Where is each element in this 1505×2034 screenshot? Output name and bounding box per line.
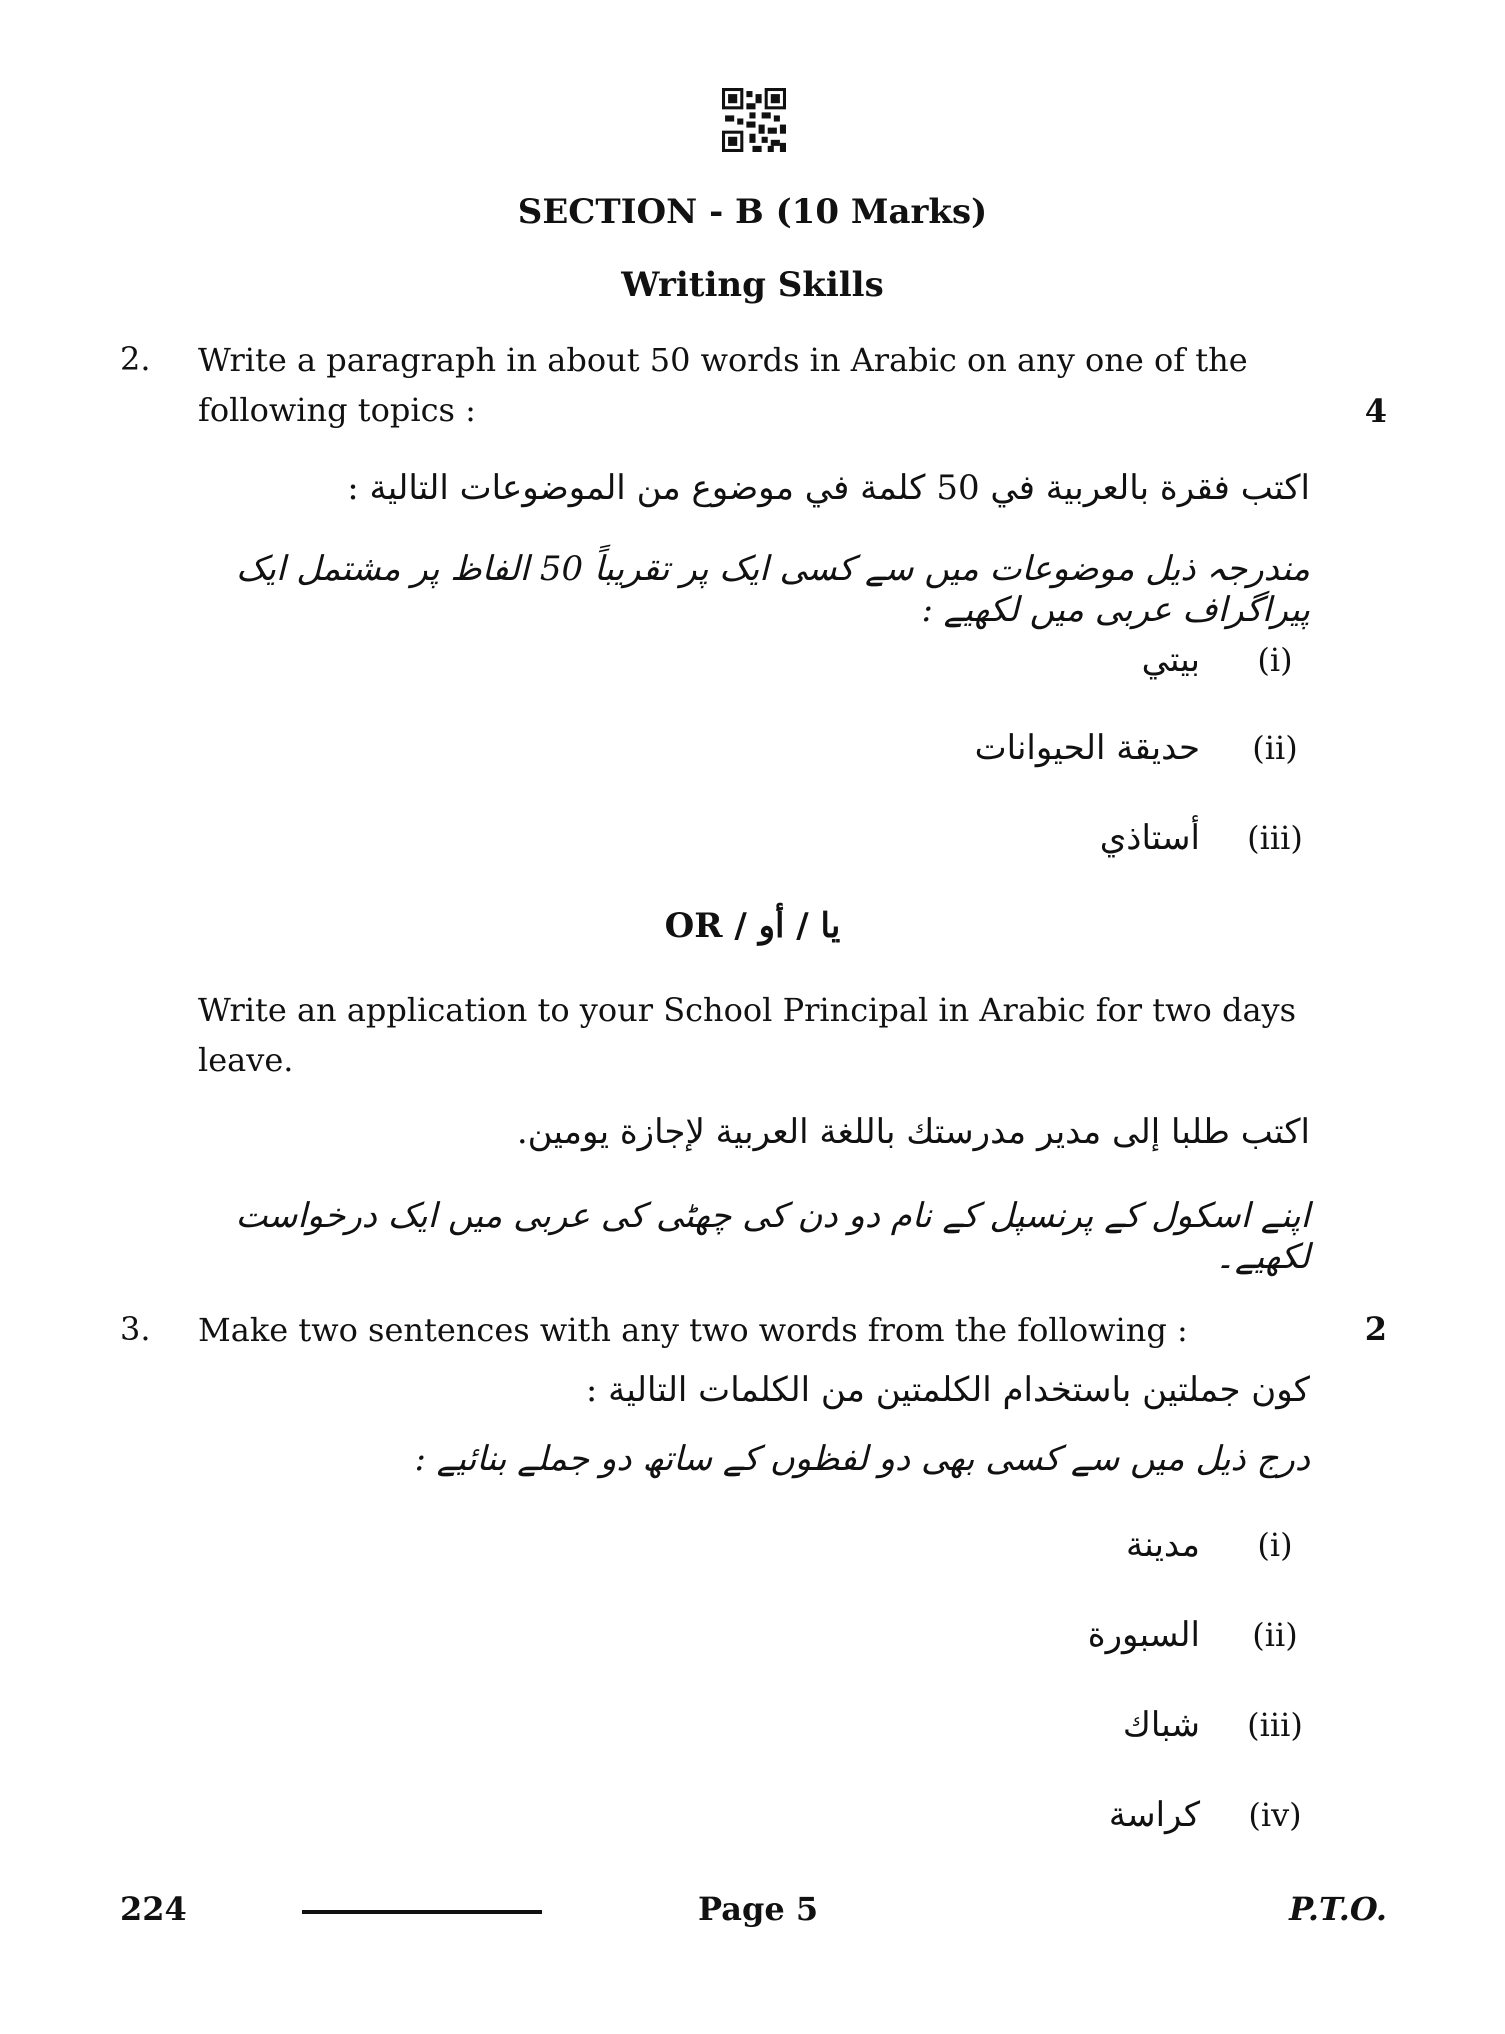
q3-marks: 2 bbox=[1364, 1310, 1387, 1348]
q3-number: 3. bbox=[120, 1310, 151, 1348]
q2-alt-line1: Write an application to your School Principal in Arabic for two days bbox=[198, 991, 1297, 1029]
q3-urdu-instruction: درج ذیل میں سے کسی بھی دو لفظوں کے ساتھ دو جملے بنائیے : bbox=[414, 1439, 1310, 1479]
option-text: كراسة bbox=[1108, 1795, 1200, 1835]
q2-alt-urdu: اپنے اسکول کے پرنسپل کے نام دو دن کی چھٹی کی عربی میں ایک درخواست لکھیے۔ bbox=[235, 1196, 1310, 1277]
q3-arabic-instruction: كون جملتين باستخدام الكلمتين من الكلمات التالية : bbox=[585, 1370, 1310, 1410]
q2-arabic-instruction: اكتب فقرة بالعربية في 50 كلمة في موضوع من الموضوعات التالية : bbox=[347, 468, 1310, 508]
option-text: حديقة الحيوانات bbox=[974, 728, 1200, 768]
qr-code bbox=[722, 88, 786, 152]
q3-text: Make two sentences with any two words from the following : bbox=[198, 1311, 1188, 1349]
footer-rule bbox=[302, 1910, 542, 1914]
option-number: (i) bbox=[1257, 1526, 1293, 1564]
option-number: (i) bbox=[1257, 641, 1293, 679]
option-text: أستاذي bbox=[1099, 818, 1200, 858]
option-number: (iv) bbox=[1248, 1796, 1302, 1834]
q3-option bbox=[910, 1525, 1310, 1565]
q2-alt-arabic: اكتب طلبا إلى مدير مدرستك باللغة العربية لإجازة يومين. bbox=[516, 1112, 1310, 1152]
q2-text-line1: Write a paragraph in about 50 words in Arabic on any one of the bbox=[198, 341, 1248, 379]
q3-option bbox=[910, 1705, 1310, 1745]
q2-urdu-instruction: مندرجہ ذیل موضوعات میں سے کسی ایک پر تقریباً 50 الفاظ پر مشتمل ایک پیراگراف عربی میں لکھیے : bbox=[236, 549, 1310, 630]
option-number: (ii) bbox=[1252, 1616, 1298, 1654]
q2-text-line2: following topics : bbox=[198, 391, 476, 429]
page-number: Page 5 bbox=[698, 1890, 819, 1928]
option-text: مدينة bbox=[1125, 1525, 1200, 1565]
q3-option bbox=[910, 1615, 1310, 1655]
q3-option bbox=[910, 1795, 1310, 1835]
option-number: (iii) bbox=[1247, 819, 1303, 857]
option-number: (ii) bbox=[1252, 729, 1298, 767]
q2-marks: 4 bbox=[1364, 392, 1387, 430]
pto-label: P.T.O. bbox=[1289, 1890, 1387, 1928]
q2-option bbox=[910, 640, 1310, 680]
q2-option bbox=[910, 728, 1310, 768]
option-text: شباك bbox=[1122, 1705, 1200, 1745]
subsection-title: Writing Skills bbox=[621, 265, 884, 305]
q2-alt-line2: leave. bbox=[198, 1041, 294, 1079]
paper-code: 224 bbox=[120, 1890, 187, 1928]
q2-number: 2. bbox=[120, 340, 151, 378]
or-label: OR / یا / أو bbox=[664, 906, 841, 946]
q2-option bbox=[910, 818, 1310, 858]
option-text: السبورة bbox=[1087, 1615, 1200, 1655]
option-number: (iii) bbox=[1247, 1706, 1303, 1744]
option-text: بيتي bbox=[1141, 640, 1200, 680]
section-title: SECTION - B (10 Marks) bbox=[517, 192, 988, 232]
